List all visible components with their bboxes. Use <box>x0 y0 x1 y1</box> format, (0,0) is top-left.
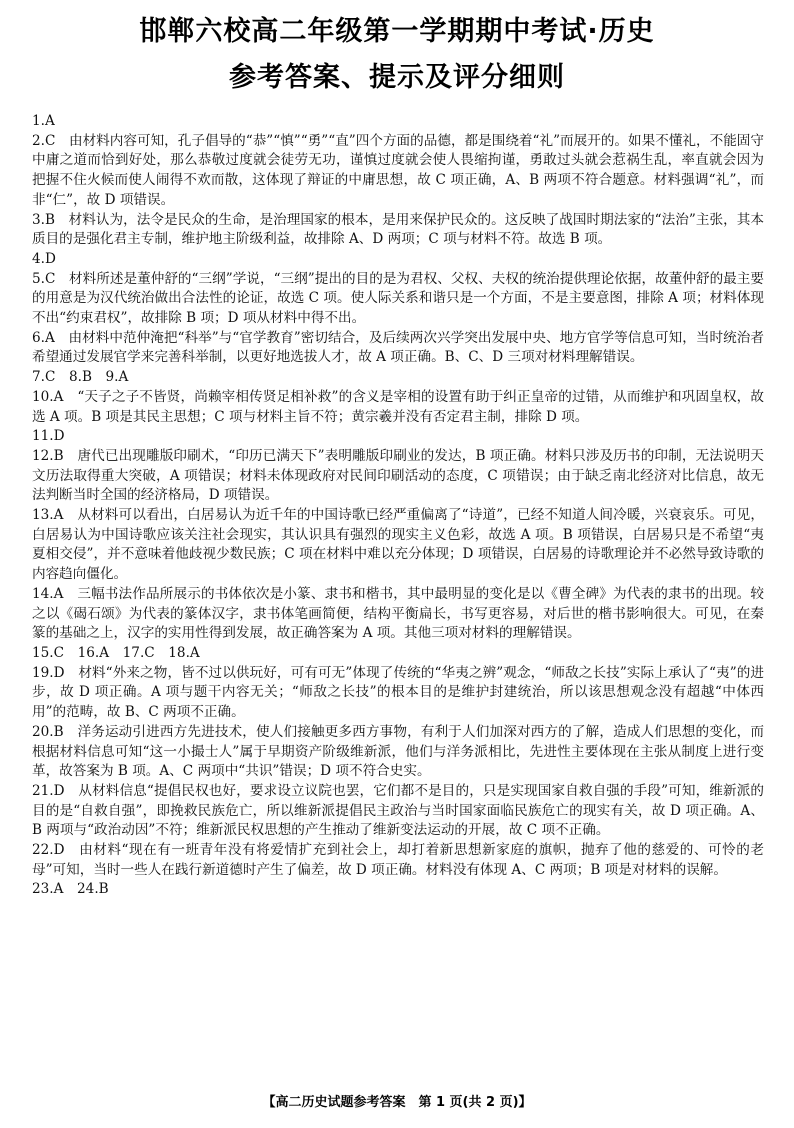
answer-number: 20.B <box>32 723 64 740</box>
answer-item <box>32 447 764 506</box>
answer-item <box>32 427 764 447</box>
answer-list <box>32 112 764 900</box>
answer-explanation: 从材料信息“提倡民权也好，要求设立议院也罢，它们都不是目的，只是实现国家自救自强的手段”可知，维新派的目的是“自救自强”，即挽救民族危亡，所以维新派提倡民主政治与当时国家面临民族危亡的现实有关，故 D 项正确。A、B 两项与“政治动因”不符；维新派民权思想的产生推动了维新变法运动的开展，故 C 项不正确。 <box>32 782 764 839</box>
answer-number: 5.C <box>32 270 56 287</box>
answer-spacer <box>64 645 78 661</box>
answer-number: 10.A <box>32 388 64 405</box>
answer-explanation: 从材料可以看出，白居易认为近千年的中国诗歌已经严重偏离了“诗道”，已经不知道人间冷暖，兴衰哀乐。可见，白居易认为中国诗歌应该关注社会现实，其认识具有强烈的现实主义色彩，故选 A 项。B 项错误，白居易只是不希望“夷夏相交侵”，并不意味着他歧视少数民族；C 项在材料中难以充分体现；D 项错误，白居易的诗歌理论并不必然导致诗歌的内容趋向僵化。 <box>32 507 765 583</box>
answer-spacer <box>65 665 79 681</box>
answer-spacer <box>63 507 77 523</box>
answer-number: 11.D <box>32 428 65 445</box>
answer-item <box>32 585 764 644</box>
answer-spacer <box>63 389 77 405</box>
answer-explanation: 由材料中范仲淹把“科举”与“官学教育”密切结合，及后续两次兴学突出发展中央、地方官学等信息可知，当时统治者希望通过发展官学来完善科举制，以更好地选拔人才，故 A 项正确。B、C、D 三项对材料理解错误。 <box>32 329 765 366</box>
answer-explanation: 由材料“现在有一班青年没有将爱情扩充到社会上，却打着新思想新家庭的旗帜，抛弃了他的慈爱的、可怜的老母”可知，当时一些人在践行新道德时产生了偏差，故 D 项正确。材料没有体现 A、C 两项；B 项是对材料的误解。 <box>32 842 764 878</box>
answer-item <box>32 211 764 250</box>
answer-explanation: 24.B <box>77 881 109 898</box>
answer-spacer <box>63 586 77 602</box>
answer-spacer <box>65 842 80 858</box>
answer-spacer <box>64 448 78 464</box>
answer-spacer <box>63 881 77 897</box>
answer-item <box>32 250 764 270</box>
answer-spacer <box>55 212 69 228</box>
answer-item <box>32 880 764 900</box>
answer-item <box>32 329 764 368</box>
answer-item <box>32 841 764 880</box>
answer-explanation: “天子之子不皆贤，尚赖宰相传贤足相补救”的含义是宰相的设置有助于纠正皇帝的过错，从而维护和巩固皇权，故选 A 项。B 项是其民主思想；C 项与材料主旨不符；黄宗羲并没有否定君主制，排除 D 项。 <box>32 388 765 425</box>
answer-item <box>32 723 764 782</box>
answer-spacer <box>55 330 69 346</box>
answer-explanation: 8.B 9.A <box>68 369 129 386</box>
answer-item <box>32 388 764 427</box>
answer-number: 12.B <box>32 447 64 464</box>
answer-number: 19.D <box>32 664 65 681</box>
answer-item <box>32 644 764 664</box>
exam-title: 邯郸六校高二年级第一学期期中考试·历史 <box>139 16 655 47</box>
answer-number: 7.C <box>32 369 56 386</box>
answer-explanation: 材料认为，法令是民众的生命，是治理国家的根本，是用来保护民众的。这反映了战国时期法家的“法治”主张，其本质目的是强化君主专制，维护地主阶级利益，故排除 A、D 两项；C 项与材料不符。故选 B 项。 <box>32 211 764 248</box>
answer-number: 4.D <box>32 250 56 267</box>
answer-spacer <box>55 271 69 287</box>
answer-item <box>32 112 764 132</box>
answer-number: 1.A <box>32 113 55 129</box>
answer-number: 6.A <box>32 329 55 346</box>
answer-item <box>32 506 764 585</box>
answer-explanation: 由材料内容可知，孔子倡导的“恭”“慎”“勇”“直”四个方面的品德，都是围绕着“礼”而展开的。如果不懂礼，不能固守中庸之道而恰到好处，那么恭敬过度就会徒劳无功，谨慎过度就会使人畏缩拘谨，勇敢过头就会惹祸生乱，率直就会因为把握不住火候而使人闹得不欢而散，这体现了辩证的中庸思想，故 C 项正确，A、B 两项不符合题意。材料强调“礼”，而非“仁”，故 D 项错误。 <box>32 132 764 208</box>
answer-number: 15.C <box>32 644 65 661</box>
answer-spacer <box>64 724 78 740</box>
answer-number: 23.A <box>32 881 64 898</box>
answer-number: 3.B <box>32 211 55 228</box>
answer-explanation: 材料“外来之物，皆不过以供玩好，可有可无”体现了传统的“华夷之辨”观念，“师敌之长技”实际上承认了“夷”的进步，故 D 项正确。A 项与题干内容无关；“师敌之长技”的根本目的是维护封建统治，所以该思想观念没有超越“中体西用”的范畴，故 B、C 两项不正确。 <box>32 664 765 721</box>
answer-item <box>32 270 764 329</box>
answer-spacer <box>65 783 79 799</box>
answer-number: 14.A <box>32 585 64 602</box>
answer-explanation: 唐代已出现雕版印刷术，“印历已满天下”表明雕版印刷业的发达，B 项正确。材料只涉及历书的印制，无法说明天文历法取得重大突破，A 项错误；材料未体现政府对民间印刷活动的态度，C 项错误；由于缺乏南北经济对比信息，故无法判断当时全国的经济格局，D 项错误。 <box>32 447 764 504</box>
answer-spacer <box>55 133 69 149</box>
answer-explanation: 三幅书法作品所展示的书体依次是小篆、隶书和楷书，其中最明显的变化是以《曹全碑》为代表的隶书的出现。较之以《碣石颂》为代表的篆体汉字，隶书体笔画简便，结构平衡扁长，书写更容易，对后世的楷书影响很大。可见，在秦篆的基础之上，汉字的实用性得到发展，故正确答案为 A 项。其他三项对材料的理解错误。 <box>32 585 765 642</box>
answer-number: 2.C <box>32 132 56 149</box>
document-subtitle: 参考答案、提示及评分细则 <box>229 62 565 93</box>
answer-item <box>32 132 764 211</box>
answer-explanation: 洋务运动引进西方先进技术，使人们接触更多西方事物，有利于人们加深对西方的了解，造成人们思想的变化，而根据材料信息可知“这一小撮士人”属于早期资产阶级维新派，他们与洋务派相比，先进性主要体现在主张从制度上进行变革，故答案为 B 项。A、C 两项中“共识”错误；D 项不符合史实。 <box>32 723 764 780</box>
page-footer: 【高二历史试题参考答案 第 1 页(共 2 页)】 <box>262 1095 532 1110</box>
answer-number: 13.A <box>32 507 64 524</box>
answer-number: 21.D <box>32 782 65 799</box>
answer-item <box>32 664 764 723</box>
answer-spacer <box>55 369 69 385</box>
answer-item <box>32 368 764 388</box>
answer-explanation: 材料所述是董仲舒的“三纲”学说，“三纲”提出的目的是为君权、父权、夫权的统治提供理论依据，故董仲舒的最主要的用意是为汉代统治做出合法性的论证，故选 C 项。使人际关系和谐只是一个方面，不是主要意图，排除 A 项；材料体现不出“约束君权”，故排除 B 项；D 项从材料中得不出。 <box>32 270 765 327</box>
answer-number: 22.D <box>32 842 65 859</box>
answer-explanation: 16.A 17.C 18.A <box>77 644 200 661</box>
answer-item <box>32 782 764 841</box>
